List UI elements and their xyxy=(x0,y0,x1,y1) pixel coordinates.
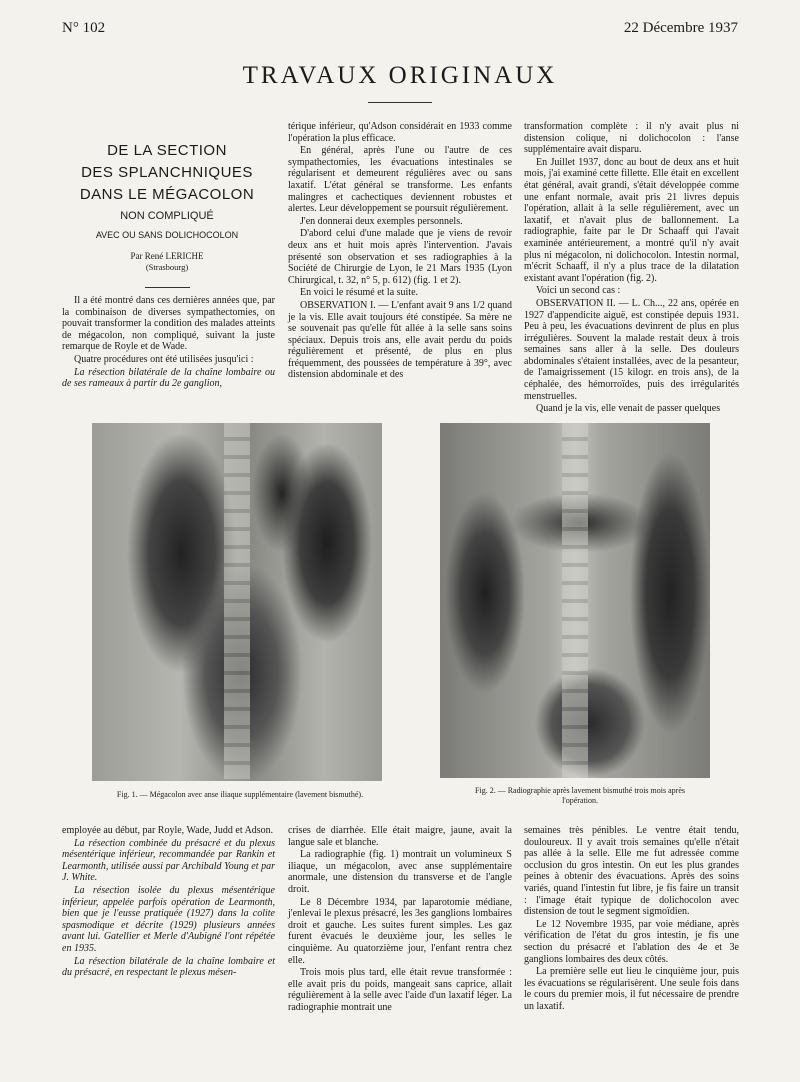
issue-date: 22 Décembre 1937 xyxy=(623,20,738,36)
paragraph: Quand je la vis, elle venait de passer quelques xyxy=(536,403,721,415)
title-line-1: DE LA SECTION xyxy=(107,142,227,159)
paragraph: transformation complète : il n'y avait plus ni distension colique, ni dolichocolon : l'anse supplémentaire avait disparu. xyxy=(524,121,739,156)
title-line-5: AVEC OU SANS DOLICHOCOLON xyxy=(95,230,239,240)
paragraph: En Juillet 1937, donc au bout de deux ans et huit mois, j'ai examiné cette fillette. Elle était en excellent état général, avait grandi, s'était développée comme une enfant normale, avait pris 21 livres depuis l'opération, allait à la selle régulièrement, avec un laxatif, et n'avait plus de ballonnement. La radiographie, faite par le Dr Schaaff qui l'avait examinée antérieurement, a montré qu'il n'y avait plus ni mégacolon, ni dolichocolon. Intestin normal, m'écrit Schaaff, il n'y a plus trace de la dilatation existant avant l'opération (fig. 2). xyxy=(524,156,739,284)
column-2-top xyxy=(288,121,512,382)
spine-shadow xyxy=(224,423,250,781)
observation-1: OBSERVATION I. — L'enfant avait 9 ans 1/2 quand je la vis. Elle avait toujours été constipée. Sa mère ne se souvenait pas qu'elle fût allée à la selle sans soins spéciaux. Depuis trois ans, elle avait perdu du poids régulièrement et présenté, de plus en plus fréquemment, des poussées de température à 39°, avec distension abdominale et des xyxy=(288,299,512,381)
section-rubric: TRAVAUX ORIGINAUX xyxy=(242,62,558,89)
figure-1-radiograph xyxy=(92,423,382,781)
paragraph: Trois mois plus tard, elle était revue transformée : elle avait pris du poids, mangeait sans caprice, allait régulièrement à la selle avec l'aide d'un laxatif léger. La radiographie montrait une xyxy=(288,967,512,1013)
column-1-top xyxy=(62,295,275,391)
paragraph: térique inférieur, qu'Adson considérait en 1933 comme l'opération la plus efficace. xyxy=(288,121,512,144)
title-divider xyxy=(145,287,190,288)
rubric-divider xyxy=(368,102,432,103)
title-line-4: NON COMPLIQUÉ xyxy=(120,210,214,222)
title-line-3: DANS LE MÉGACOLON xyxy=(79,186,255,203)
paragraph: Il a été montré dans ces dernières années que, par la combinaison de diverses sympathectomies, on pouvait transformer la condition des malades atteints de mégacolon, non compliqué, suivant la juste remarque de Royle et de Wade. xyxy=(62,295,275,353)
paragraph: Quatre procédures ont été utilisées jusqu'ici : xyxy=(74,353,254,365)
paragraph: J'en donnerai deux exemples personnels. xyxy=(300,215,463,227)
paragraph: La radiographie (fig. 1) montrait un volumineux S iliaque, un mégacolon, avec anse supplémentaire anormale, une distension du transverse et de l'angle droit. xyxy=(288,849,512,895)
paragraph: La première selle eut lieu le cinquième jour, puis les évacuations se régularisèrent. Une seule fois dans le cours du premier mois, il fut nécessaire de prendre un laxatif. xyxy=(524,966,739,1012)
paragraph: Le 12 Novembre 1935, par voie médiane, après vérification de l'état du gros intestin, je fis une section du présacré et l'ablation des 4e et 3e ganglions lombaires des deux côtés. xyxy=(524,918,739,965)
paragraph: La résection isolée du plexus mésentérique inférieur, appelée parfois opération de Learmonth, bien que je l'eusse pratiquée (1927) dans la colite spasmodique et décrite (1929) plusieurs années avant lui. Gatellier et Merle d'Aubigné l'ont répétée en 1935. xyxy=(62,884,275,954)
paragraph: Le 8 Décembre 1934, par laparotomie médiane, j'enlevai le plexus présacré, les 3es ganglions lombaires droit et gauche. Les suites furent simples. Les gaz furent évacués le deuxième jour, les selles le cinquième. Au quatorzième jour, l'enfant rentra chez elle. xyxy=(288,896,512,966)
figure-1-caption: Fig. 1. — Mégacolon avec anse iliaque supplémentaire (lavement bismuthé). xyxy=(116,790,364,799)
paragraph: crises de diarrhée. Elle était maigre, jaune, avait la langue sale et blanche. xyxy=(288,825,512,848)
issue-number: N° 102 xyxy=(62,20,106,36)
column-2-bottom xyxy=(288,825,512,1015)
observation-2: OBSERVATION II. — L. Ch..., 22 ans, opérée en 1927 d'appendicite aiguë, est constipée depuis 1931. Peu à peu, les évacuations devinrent de plus en plus irrégulières. Souvent la malade restait deux à trois semaines sans aller à la selle. Des douleurs abdominales s'étaient installées, avec de la pesanteur, de l'amaigrissement (15 kilogr. en trois ans), de la céphalée, des hémorroïdes, puis des irrégularités menstruelles. xyxy=(524,297,739,402)
paragraph: En général, après l'une ou l'autre de ces sympathectomies, les évacuations intestinales se régularisent et demeurent régulières avec ou sans laxatif. L'état général se transforme. Les enfants malingres et cachectiques deviennent robustes et alertes. Leur développement se poursuit régulièrement. xyxy=(288,145,512,215)
paragraph: D'abord celui d'une malade que je viens de revoir deux ans et huit mois après l'intervention. J'avais présenté son observation et ses radiographies à la Société de Chirurgie de Lyon, le 21 Mars 1935 (Lyon Chirurgical, t. 32, n° 5, p. 612) (fig. 1 et 2). xyxy=(288,228,512,286)
column-3-bottom xyxy=(524,825,739,1014)
paragraph: semaines très pénibles. Le ventre était tendu, douloureux. Il y avait trois semaines qu'elle n'était pas allée à la selle. Elle me fut adressée comme occlusion du gros intestin. On eut les plus grandes peines à obtenir des évacuations. Après des soins variés, quand l'intestin fut libre, je fis faire un transit : l'image était typique de dolichocolon avec distension de tout le segment sigmoïdien. xyxy=(524,825,739,918)
column-3-top xyxy=(524,121,739,416)
paragraph: Voici un second cas : xyxy=(536,285,621,297)
paragraph: En voici le résumé et la suite. xyxy=(300,287,419,299)
author-city: (Strasbourg) xyxy=(145,262,189,272)
figure-2-caption: Fig. 2. — Radiographie après lavement bismuthé trois mois après l'opération. xyxy=(475,786,685,805)
paragraph: La résection bilatérale de la chaîne lombaire ou de ses rameaux à partir du 2e ganglion, xyxy=(62,366,275,390)
article-title-block xyxy=(62,140,272,273)
paragraph: La résection combinée du présacré et du plexus mésentérique inférieur, recommandée par Rankin et Learmonth, utilisée aussi par Archibald Young et par J. White. xyxy=(62,837,275,884)
figure-2-radiograph xyxy=(440,423,710,778)
author: Par René LERICHE xyxy=(130,251,204,261)
spine-shadow xyxy=(562,423,588,778)
paragraph: employée au début, par Royle, Wade, Judd et Adson. xyxy=(62,825,274,836)
title-line-2: DES SPLANCHNIQUES xyxy=(81,164,253,181)
paragraph: La résection bilatérale de la chaîne lombaire et du présacré, en respectant le plexus mésen- xyxy=(62,955,275,979)
column-1-bottom xyxy=(62,825,275,980)
